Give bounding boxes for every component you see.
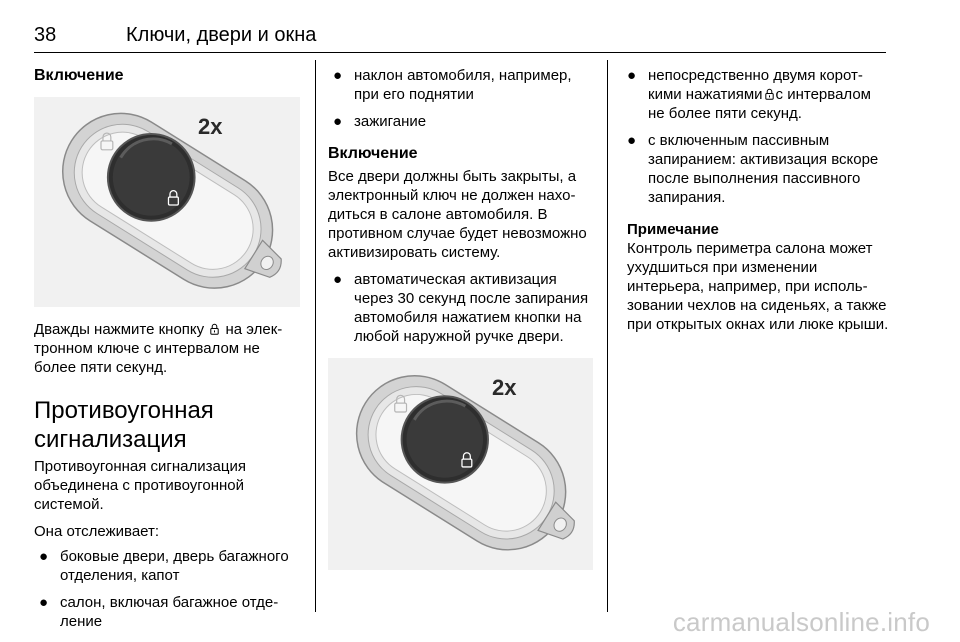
monitored-list [34, 547, 300, 631]
list-item: ● автоматическая активизация через 30 секунд после запирания автомобиля нажатием кнопки на любой наружной ручке двери. [333, 271, 589, 345]
list-item: ● с включенным пассивным запиранием: активизация вскоре после выполнения пассивного запирания. [627, 132, 879, 206]
alarm-intro: Противоугонная сигнализация объединена с противоугонной системой. [34, 458, 246, 513]
list-item: ● непосредственно двумя короткими нажатиями с интервалом не более пяти секунд. [627, 67, 871, 122]
lock-icon [765, 88, 774, 100]
page-header [34, 22, 886, 52]
page-number: 38 [34, 24, 57, 46]
list-item: ● боковые двери, дверь багажного отделения, капот [39, 548, 289, 584]
press-instruction-before: Дважды нажмите кнопку [34, 321, 205, 338]
column-divider-1 [315, 60, 316, 612]
press-instruction [34, 320, 300, 377]
activation-list [328, 270, 593, 346]
key-fob-image [34, 97, 300, 307]
list-item: ● салон, включая багажное отделение [39, 594, 279, 630]
chapter-title: Ключи, двери и окна [126, 24, 317, 46]
key-fob-image-2 [328, 358, 593, 570]
press-twice-label-2: 2x [492, 375, 517, 400]
press-twice-label: 2x [198, 114, 223, 139]
section-title: Противоугонная сигнализация [34, 397, 214, 453]
activation-list-cont [622, 66, 890, 207]
key-fob-illustration [34, 97, 300, 307]
lock-icon [210, 323, 219, 335]
column-1 [34, 60, 300, 631]
note-text: Контроль периметра салона может ухудшиться при изменении интерьера, например, при использовании чехлов на сиденьях, а также при открытых окнах или люке крыши. [627, 240, 889, 333]
heading-enable: Включение [34, 67, 124, 84]
watermark: carmanualsonline.info [672, 607, 930, 637]
key-fob-illustration-2 [328, 358, 593, 570]
header-rule [34, 52, 886, 53]
column-divider-2 [607, 60, 608, 612]
column-3 [622, 60, 890, 334]
heading-enable-2: Включение [328, 145, 418, 162]
column-2 [328, 60, 593, 570]
monitors-label: Она отслеживает: [34, 523, 160, 540]
list-item: ● зажигание [333, 113, 427, 130]
note-title: Примечание [627, 221, 719, 238]
list-item: ● наклон автомобиля, например, при его поднятии [333, 67, 572, 103]
enable-conditions: Все двери должны быть закрыты, а электронный ключ не должен находиться в салоне автомобиля. В противном случае будет невозможно активизировать систему. [328, 168, 587, 261]
press-instruction-after: на электронном ключе с интервалом не более пяти секунд. [34, 321, 283, 376]
monitored-list-cont [328, 66, 593, 131]
